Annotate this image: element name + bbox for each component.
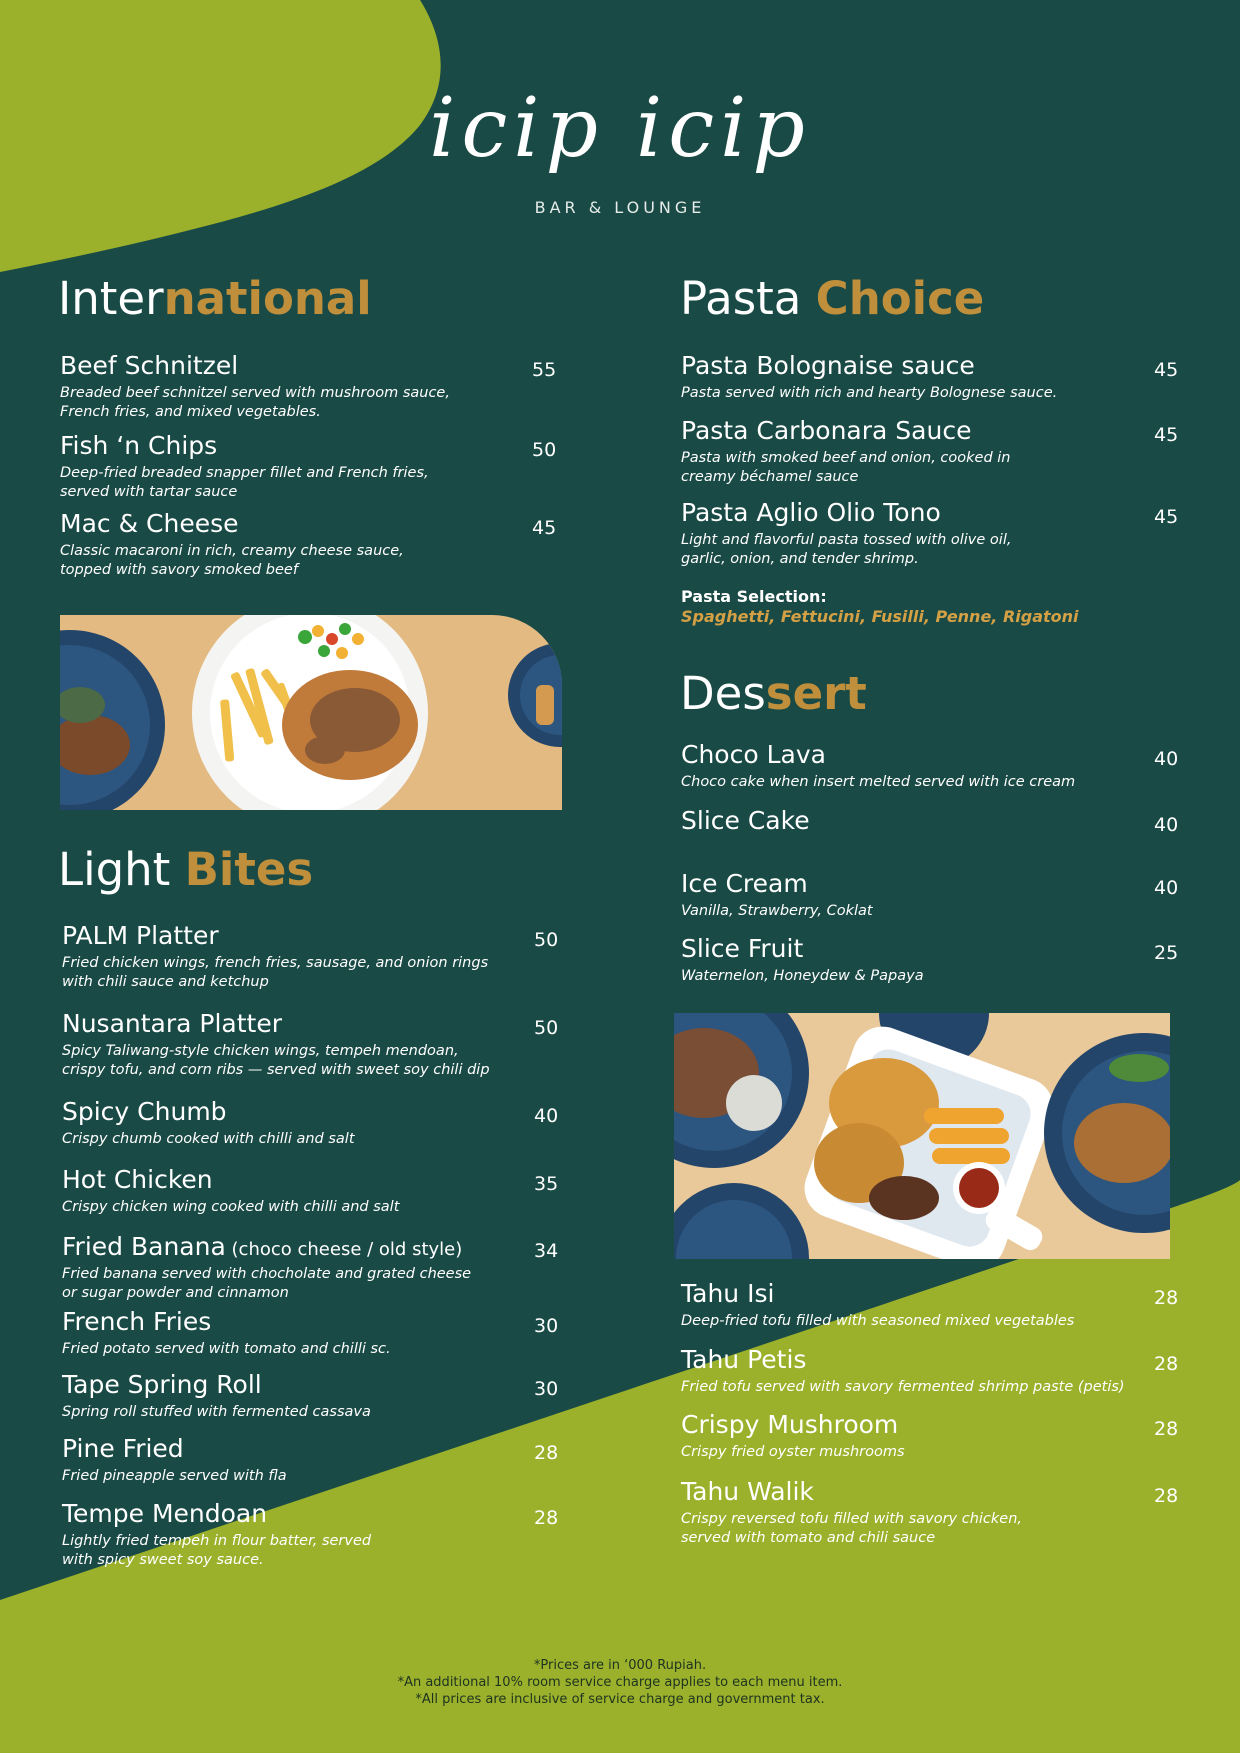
item-description-line: topped with savory smoked beef xyxy=(60,561,298,578)
item-description-line: or sugar powder and cinnamon xyxy=(62,1284,289,1301)
item-name xyxy=(62,1500,371,1529)
item-name-text: Ice Cream xyxy=(681,869,808,898)
menu-item-fish-n-chips xyxy=(60,432,429,502)
menu-item-spicy-chumb xyxy=(62,1098,355,1149)
item-description xyxy=(681,449,1011,487)
pasta-selection-value: Spaghetti, Fettucini, Fusilli, Penne, Rigatoni xyxy=(681,607,1079,626)
menu-item-palm-platter xyxy=(62,922,488,992)
item-description-line: Fried banana served with chocholate and grated cheese xyxy=(62,1265,472,1282)
item-description-line: Choco cake when insert melted served with ice cream xyxy=(681,773,1076,790)
item-name xyxy=(681,935,924,964)
item-description-line: Pasta with smoked beef and onion, cooked in xyxy=(681,449,1011,466)
item-description-line: Fried tofu served with savory fermented shrimp paste (petis) xyxy=(681,1378,1125,1395)
item-price: 40 xyxy=(534,1105,559,1127)
item-description-line: Crispy chicken wing cooked with chilli and salt xyxy=(62,1198,400,1215)
footnote-tax: *All prices are inclusive of service charge and government tax. xyxy=(415,1691,825,1707)
menu-item-mac-cheese xyxy=(60,510,404,580)
footnote-currency: *Prices are in ‘000 Rupiah. xyxy=(533,1658,707,1673)
item-description-line: Spring roll stuffed with fermented cassava xyxy=(62,1403,371,1420)
item-price: 55 xyxy=(532,359,557,381)
item-price: 25 xyxy=(1154,942,1179,964)
section-title-pasta xyxy=(680,272,985,325)
item-name xyxy=(681,870,873,899)
menu-item-tempe-mendoan xyxy=(62,1500,371,1570)
item-price: 45 xyxy=(1154,506,1179,528)
item-name xyxy=(681,807,810,836)
item-name xyxy=(681,499,1011,528)
item-name xyxy=(62,922,488,951)
item-description xyxy=(681,1312,1074,1331)
item-name-text: Slice Cake xyxy=(681,806,810,835)
brand-logo: icip icip xyxy=(429,81,811,176)
item-name xyxy=(681,741,1075,770)
menu-item-slice-fruit xyxy=(681,935,924,986)
item-name-text: French Fries xyxy=(62,1307,212,1336)
item-name-text: Crispy Mushroom xyxy=(681,1410,899,1439)
title-highlight: national xyxy=(163,272,372,325)
item-name xyxy=(62,1010,490,1039)
menu-item-tahu-isi xyxy=(681,1280,1074,1331)
item-description-line: Deep-fried tofu filled with seasoned mixed vegetables xyxy=(681,1312,1075,1329)
item-price: 50 xyxy=(534,1017,559,1039)
menu-item-pine-fried xyxy=(62,1435,287,1486)
item-description-line: Classic macaroni in rich, creamy cheese sauce, xyxy=(60,542,404,559)
item-name xyxy=(62,1166,399,1195)
item-name-text: Tahu Walik xyxy=(681,1477,814,1506)
item-description-line: served with tartar sauce xyxy=(60,483,238,500)
item-name xyxy=(62,1308,391,1337)
item-name-note: (choco cheese / old style) xyxy=(225,1239,463,1260)
menu-item-tahu-walik xyxy=(681,1478,1022,1548)
menu-item-fried-banana xyxy=(62,1233,471,1303)
item-description-line: Breaded beef schnitzel served with mushroom sauce, xyxy=(60,384,450,401)
item-price: 30 xyxy=(534,1315,559,1337)
item-price: 40 xyxy=(1154,814,1179,836)
menu-item-beef-schnitzel xyxy=(60,352,450,422)
item-name-text: Mac & Cheese xyxy=(60,509,239,538)
item-description xyxy=(62,954,488,992)
menu-item-tahu-petis xyxy=(681,1346,1125,1397)
item-name-text: Pasta Bolognaise sauce xyxy=(681,351,975,380)
item-description-line: Waternelon, Honeydew & Papaya xyxy=(681,967,924,984)
item-description xyxy=(681,773,1075,792)
menu-item-slice-cake xyxy=(681,807,810,836)
item-price: 28 xyxy=(1154,1485,1179,1507)
item-description-line: Crispy reversed tofu filled with savory chicken, xyxy=(681,1510,1023,1527)
item-description-line: Deep-fried breaded snapper fillet and French fries, xyxy=(60,464,429,481)
section-title-light-bites xyxy=(58,843,314,896)
title-plain: Light xyxy=(58,843,185,896)
item-name-text: Fried Banana xyxy=(62,1232,226,1261)
item-description-line: Crispy fried oyster mushrooms xyxy=(681,1443,905,1460)
item-name xyxy=(681,1280,1074,1309)
menu-item-choco-lava xyxy=(681,741,1075,792)
menu-item-hot-chicken xyxy=(62,1166,399,1217)
section-title-international xyxy=(58,272,372,325)
footnotes xyxy=(0,1658,1240,1709)
item-description-line: Fried pineapple served with fla xyxy=(62,1467,287,1484)
item-description xyxy=(62,1042,490,1080)
item-description xyxy=(681,1378,1125,1397)
item-description xyxy=(681,531,1011,569)
menu-item-french-fries xyxy=(62,1308,391,1359)
item-description-line: Pasta served with rich and hearty Bolognese sauce. xyxy=(681,384,1058,401)
item-name-text: Pine Fried xyxy=(62,1434,184,1463)
item-description-line: Vanilla, Strawberry, Coklat xyxy=(681,902,873,919)
item-description-line: crispy tofu, and corn ribs — served with sweet soy chili dip xyxy=(62,1061,490,1078)
item-name xyxy=(60,352,450,381)
item-name-text: Tape Spring Roll xyxy=(62,1370,262,1399)
item-name xyxy=(62,1233,471,1262)
footnote-service-charge: *An additional 10% room service charge applies to each menu item. xyxy=(397,1674,843,1690)
item-description-line: Crispy chumb cooked with chilli and salt xyxy=(62,1130,355,1147)
item-name xyxy=(60,432,429,461)
title-plain: Des xyxy=(680,667,766,720)
title-highlight: sert xyxy=(765,667,867,720)
item-name-text: Tahu Isi xyxy=(681,1279,775,1308)
brand-subtitle: BAR & LOUNGE xyxy=(534,198,706,217)
item-price: 28 xyxy=(1154,1287,1179,1309)
item-description xyxy=(62,1403,371,1422)
item-description-line: Fried chicken wings, french fries, sausage, and onion rings xyxy=(62,954,489,971)
item-name xyxy=(681,352,1057,381)
item-description-line: Light and flavorful pasta tossed with olive oil, xyxy=(681,531,1012,548)
item-description xyxy=(60,464,429,502)
item-price: 35 xyxy=(534,1173,559,1195)
item-description xyxy=(62,1265,471,1303)
item-description-line: Spicy Taliwang-style chicken wings, tempeh mendoan, xyxy=(62,1042,459,1059)
item-price: 45 xyxy=(1154,359,1179,381)
item-name-text: Spicy Chumb xyxy=(62,1097,227,1126)
item-name-text: PALM Platter xyxy=(62,921,219,950)
item-description xyxy=(60,542,404,580)
title-plain: Inter xyxy=(58,272,164,325)
item-price: 30 xyxy=(534,1378,559,1400)
item-description xyxy=(62,1532,371,1570)
item-name-text: Slice Fruit xyxy=(681,934,804,963)
item-price: 28 xyxy=(1154,1353,1179,1375)
item-description-line: garlic, onion, and tender shrimp. xyxy=(681,550,919,567)
title-plain: Pasta xyxy=(680,272,816,325)
menu-item-nusantara-platter xyxy=(62,1010,490,1080)
item-price: 40 xyxy=(1154,877,1179,899)
section-title-dessert xyxy=(680,667,867,720)
item-name-text: Pasta Aglio Olio Tono xyxy=(681,498,941,527)
item-description-line: with chili sauce and ketchup xyxy=(62,973,269,990)
item-description xyxy=(62,1340,391,1359)
item-description-line: Lightly fried tempeh in flour batter, served xyxy=(62,1532,372,1549)
item-name xyxy=(681,417,1011,446)
item-name xyxy=(62,1098,355,1127)
item-price: 40 xyxy=(1154,748,1179,770)
item-description-line: served with tomato and chili sauce xyxy=(681,1529,936,1546)
item-name-text: Pasta Carbonara Sauce xyxy=(681,416,972,445)
item-description-line: with spicy sweet soy sauce. xyxy=(62,1551,264,1568)
item-description xyxy=(681,902,873,921)
pasta-selection-label: Pasta Selection: xyxy=(681,587,827,606)
item-name xyxy=(681,1346,1125,1375)
item-description xyxy=(681,1443,905,1462)
item-name-text: Tempe Mendoan xyxy=(62,1499,268,1528)
item-price: 50 xyxy=(534,929,559,951)
item-name xyxy=(60,510,404,539)
item-description xyxy=(62,1130,355,1149)
platter-photo xyxy=(674,1013,1170,1259)
menu-item-pasta-carbonara-sauce xyxy=(681,417,1011,487)
item-name-text: Hot Chicken xyxy=(62,1165,213,1194)
menu-item-pasta-aglio-olio-tono xyxy=(681,499,1011,569)
item-price: 28 xyxy=(1154,1418,1179,1440)
item-price: 28 xyxy=(534,1442,559,1464)
item-description xyxy=(681,1510,1022,1548)
item-price: 50 xyxy=(532,439,557,461)
item-description xyxy=(681,967,924,986)
item-description xyxy=(60,384,450,422)
item-name-text: Fish ‘n Chips xyxy=(60,431,218,460)
item-description xyxy=(62,1198,399,1217)
title-highlight: Choice xyxy=(815,272,985,325)
item-price: 45 xyxy=(1154,424,1179,446)
item-description-line: Fried potato served with tomato and chilli sc. xyxy=(62,1340,391,1357)
item-price: 28 xyxy=(534,1507,559,1529)
item-description xyxy=(681,384,1057,403)
schnitzel-photo xyxy=(60,615,562,810)
item-description-line: creamy béchamel sauce xyxy=(681,468,859,485)
item-name xyxy=(681,1478,1022,1507)
item-name xyxy=(62,1435,287,1464)
item-name-text: Nusantara Platter xyxy=(62,1009,283,1038)
menu-item-crispy-mushroom xyxy=(681,1411,905,1462)
item-price: 34 xyxy=(534,1240,559,1262)
title-highlight: Bites xyxy=(184,843,314,896)
item-price: 45 xyxy=(532,517,557,539)
item-name-text: Beef Schnitzel xyxy=(60,351,239,380)
item-name xyxy=(62,1371,371,1400)
menu-item-ice-cream xyxy=(681,870,873,921)
item-description-line: French fries, and mixed vegetables. xyxy=(60,403,321,420)
item-name-text: Choco Lava xyxy=(681,740,826,769)
item-name-text: Tahu Petis xyxy=(681,1345,807,1374)
item-name xyxy=(681,1411,905,1440)
menu-item-pasta-bolognaise-sauce xyxy=(681,352,1057,403)
menu-item-tape-spring-roll xyxy=(62,1371,371,1422)
item-description xyxy=(62,1467,287,1486)
